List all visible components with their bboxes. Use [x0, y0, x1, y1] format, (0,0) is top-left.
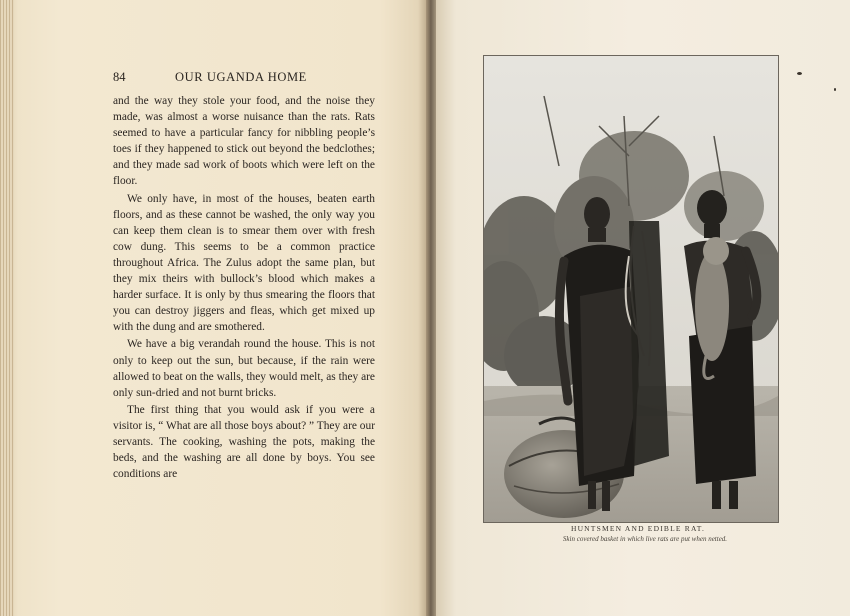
photo-caption-title: HUNTSMEN AND EDIBLE RAT. — [570, 524, 706, 533]
ink-speck — [834, 88, 836, 91]
paragraph: We only have, in most of the houses, beaten earth floors, and as these cannot be washed, the only way you can keep them clean is to smear them over with fresh cow dung. This seems to be a common practice throughout Africa. The Zulus adopt the same plan, but they mix theirs with bullock’s blood which makes a harder surface. It is only by thus smearing the floors that you can destroy jiggers and fleas, which get mixed up with the dung and are smothered. — [113, 192, 375, 334]
page-number: 84 — [113, 70, 126, 84]
body-text — [113, 93, 375, 482]
paragraph: The first thing that you would ask if you were a visitor is, “ What are all those boys about? ” They are our servants. The cooking, washing the pots, making the beds, and the washing are all done by boys. You see conditions are — [113, 403, 375, 481]
paragraph: and the way they stole your food, and the noise they made, was almost a worse nuisance than the rats. Rats seemed to have a particular fancy for nibbling people’s toes if they happened to stick out beyond the bedclothes; and they made sad work of boots which were left on the floor. — [113, 95, 375, 188]
ink-speck — [797, 72, 802, 75]
running-head: OUR UGANDA HOME — [175, 70, 307, 84]
page-header — [113, 70, 375, 86]
photo-caption-subtitle: Skin covered basket in which live rats are put when netted. — [562, 535, 728, 543]
photograph-huntsmen — [483, 55, 779, 523]
paragraph: We have a big verandah round the house. This is not only to keep out the sun, but because, if the rain were allowed to beat on the walls, they would melt, as they are only sun-dried and not burnt bricks. — [113, 338, 375, 399]
page-edges — [0, 0, 14, 616]
photo-illustration — [484, 56, 778, 522]
